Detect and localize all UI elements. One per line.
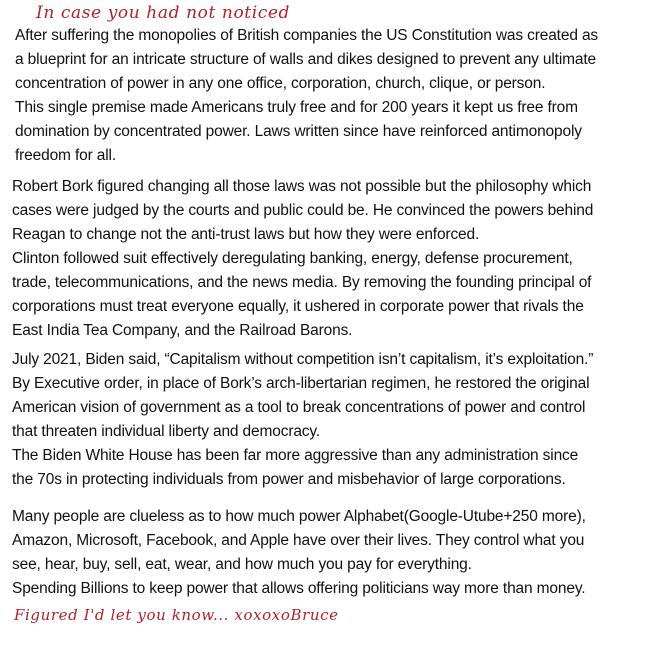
text-line: This single premise made Americans truly free and for 200 years it kept us free from [15, 99, 578, 116]
text-line: the 70s in protecting individuals from power and misbehavior of large corporations. [12, 471, 566, 488]
text-line: After suffering the monopolies of British companies the US Constitution was created as [15, 27, 599, 44]
page-title: In case you had not noticed [36, 3, 291, 23]
text-line: see, hear, buy, sell, eat, wear, and how much you pay for everything. [12, 556, 472, 573]
paragraph-big-tech [12, 505, 586, 601]
text-line: cases were judged by the courts and public could be. He convinced the powers behind [12, 202, 594, 219]
text-line: Clinton followed suit effectively deregulating banking, energy, defense procurement, [12, 250, 573, 267]
text-line: that threaten individual liberty and democracy. [12, 423, 321, 440]
text-line: Reagan to change not the anti-trust laws but how they were enforced. [12, 226, 480, 243]
text-line: By Executive order, in place of Bork’s arch-libertarian regimen, he restored the original [12, 375, 590, 392]
text-line: Amazon, Microsoft, Facebook, and Apple have over their lives. They control what you [12, 532, 585, 549]
text-line: Robert Bork figured changing all those laws was not possible but the philosophy which [12, 178, 592, 195]
text-line: East India Tea Company, and the Railroad Barons. [12, 322, 353, 339]
text-line: domination by concentrated power. Laws written since have reinforced antimonopoly [15, 123, 582, 140]
paragraph-bork-clinton [12, 175, 593, 343]
text-line: corporations must treat everyone equally, it ushered in corporate power that rivals the [12, 298, 584, 315]
text-line: trade, telecommunications, and the news media. By removing the founding principal of [12, 274, 592, 291]
text-line: American vision of government as a tool to break concentrations of power and control [12, 399, 586, 416]
text-line: freedom for all. [15, 147, 116, 164]
signoff: Figured I'd let you know... xoxoxoBruce [14, 606, 339, 624]
text-line: July 2021, Biden said, “Capitalism without competition isn’t capitalism, it’s exploitation.” [12, 351, 594, 368]
text-line: Spending Billions to keep power that allows offering politicians way more than money. [12, 580, 586, 597]
text-line: concentration of power in any one office, corporation, church, clique, or person. [15, 75, 546, 92]
paragraph-biden [12, 348, 593, 492]
text-line: a blueprint for an intricate structure of walls and dikes designed to prevent any ultimate [15, 51, 596, 68]
text-line: Many people are clueless as to how much power Alphabet(Google-Utube+250 more), [12, 508, 586, 525]
paragraph-constitution [15, 24, 598, 168]
text-line: The Biden White House has been far more aggressive than any administration since [12, 447, 579, 464]
